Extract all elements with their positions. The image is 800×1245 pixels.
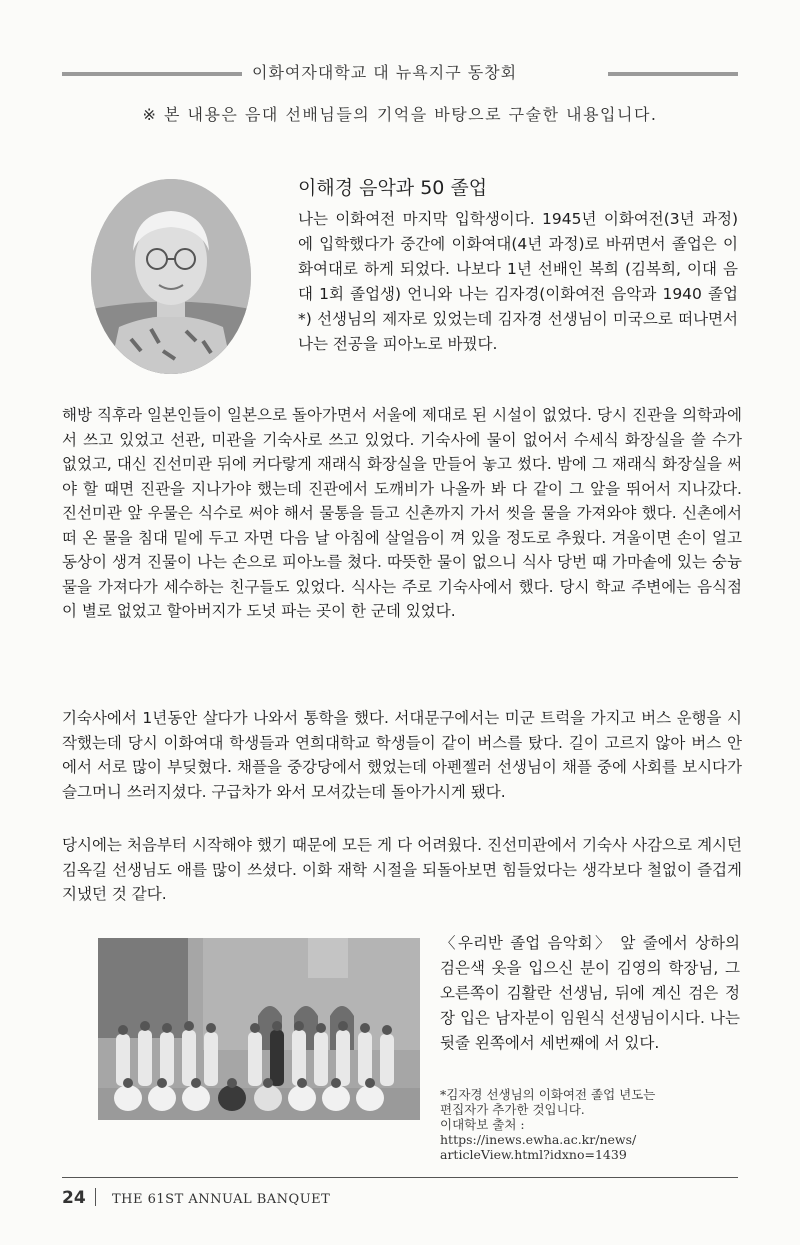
footer-rule xyxy=(62,1177,738,1178)
header-title: 이화여자대학교 대 뉴욕지구 동창회 xyxy=(252,63,518,82)
footer-text: THE 61ST ANNUAL BANQUET xyxy=(112,1192,331,1207)
group-photo xyxy=(98,938,420,1120)
section-title: 이해경 음악과 50 졸업 xyxy=(298,177,488,199)
group-photo-illustration xyxy=(98,938,420,1120)
footnote-url: https://inews.ewha.ac.kr/news/ xyxy=(440,1132,637,1147)
header-rule-left xyxy=(62,72,242,76)
paragraph-text: 해방 직후라 일본인들이 일본으로 돌아가면서 서울에 제대로 된 시설이 없었다. 당시 진관을 의학과에서 쓰고 있었고 선관, 미관을 기숙사로 쓰고 있었다. 기숙사에 물이 없어서 수세식 화장실을 쓸 수가 없었고, 대신 진선미관 뒤에 커다랗게 재래식 화장실을 만들어 놓고 썼다. 밤에 그 재래식 화장실을 써야 할 때면 진관을 지나가야 했는데 진관에서 도깨비가 나올까 봐 다 같이 그 앞을 뛰어서 지나갔다. 진선미관 앞 우물은 식수로 써야 해서 물통을 들고 신촌까지 가서 씻을 물을 가져와야 했다. 신촌에서 떠 온 물을 침대 밑에 두고 자면 다음 날 아침에 살얼음이 껴 있을 정도로 추웠다. 겨울이면 손이 얼고 동상이 생겨 진물이 나는 손으로 피아노를 쳤다. 따뜻한 물이 없으니 식사 당번 때 가마솥에 있는 숭늉 물을 가져다가 세수하는 친구들도 있었다. 식사는 주로 기숙사에서 했다. 당시 학교 주변에는 음식점이 별로 없었고 할아버지가 도넛 파는 곳이 한 군데 있었다. xyxy=(62,406,742,620)
portrait-illustration xyxy=(91,179,251,374)
footnote-line: 편집자가 추가한 것입니다. xyxy=(440,1102,585,1117)
header-rule-right xyxy=(608,72,738,76)
paragraph-text: 당시에는 처음부터 시작해야 했기 때문에 모든 게 다 어려웠다. 진선미관에서 기숙사 사감으로 계시던 김옥길 선생님도 애를 많이 쓰셨다. 이화 재학 시절을 되돌아보면 힘들었다는 생각보다 철없이 즐겁게 지냈던 것 같다. xyxy=(62,836,742,903)
body-paragraph-2 xyxy=(62,706,742,804)
running-header xyxy=(62,54,738,88)
footnote-line: 이대학보 출처 : xyxy=(440,1117,525,1132)
paragraph-text: 기숙사에서 1년동안 살다가 나와서 통학을 했다. 서대문구에서는 미군 트럭을 가지고 버스 운행을 시작했는데 당시 이화여대 학생들과 연희대학교 학생들이 같이 버스를 탔다. 길이 고르지 않아 버스 안에서 서로 많이 부딪혔다. 채플을 중강당에서 했었는데 아펜젤러 선생님이 채플 중에 사회를 보시다가 슬그머니 쓰러지셨다. 구급차가 와서 모셔갔는데 돌아가시게 됐다. xyxy=(62,709,742,801)
photo-caption: 〈우리반 졸업 음악회〉 앞 줄에서 상하의 검은색 옷을 입으신 분이 김영의 학장님, 그 오른쪽이 김활란 선생님, 뒤에 계신 검은 정장 입은 남자분이 임원식 선생님이시다. 나는 뒷줄 왼쪽에서 세번째에 서 있다. xyxy=(440,934,740,1052)
intro-paragraph: 나는 이화여전 마지막 입학생이다. 1945년 이화여전(3년 과정)에 입학했다가 중간에 이화여대(4년 과정)로 바뀌면서 졸업은 이화여대로 하게 되었다. 나보다 1년 선배인 복희 (김복희, 이대 음대 1회 졸업생) 언니와 나는 김자경(이화여전 음악과 1940 졸업*) 선생님의 제자로 있었는데 김자경 선생님이 미국으로 떠나면서 나는 전공을 피아노로 바꿨다. xyxy=(298,210,738,353)
footnote-url: articleView.html?idxno=1439 xyxy=(440,1147,627,1162)
page-number: 24 xyxy=(62,1188,86,1208)
footnote-line: *김자경 선생님의 이화여전 졸업 년도는 xyxy=(440,1087,656,1102)
footer-separator xyxy=(95,1188,96,1206)
notice: ※ 본 내용은 음대 선배님들의 기억을 바탕으로 구술한 내용입니다. xyxy=(142,105,658,124)
footnote xyxy=(440,1087,740,1162)
portrait-photo xyxy=(91,179,251,374)
body-paragraph-3 xyxy=(62,833,742,907)
body-paragraph-1 xyxy=(62,403,742,624)
